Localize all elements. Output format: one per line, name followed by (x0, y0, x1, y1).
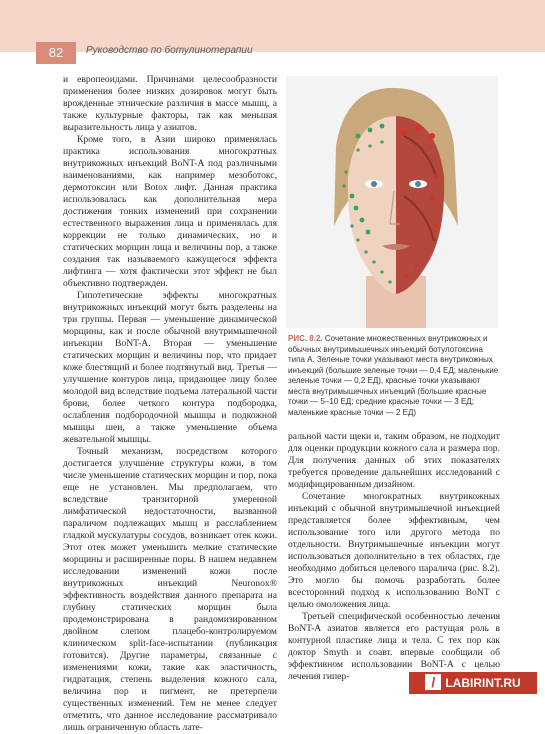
red-dot (414, 264, 417, 267)
red-dot (434, 224, 437, 227)
page-header (0, 0, 545, 52)
figure-caption (288, 334, 500, 418)
paragraph: и европеоидами. Причинами целесообразности применения более низких дозировок могут быть врожденные этнические различия в массе мышц, а также культурные факторы, так как меньшая выразительность лица у азиатов. (63, 74, 277, 133)
slash-logo-icon: / (425, 674, 441, 690)
paragraph: Гипотетические эффекты многократных внутрикожных инъекций могут быть разделены на три группы. Первая — уменьшение динамической морщины, как и после обычной внутримышечной инъекции BoNT-A. Вторая — уменьшение статических морщин и величины пор, что придает коже блестящий и более подтянутый вид. Третья — улучшение контуров лица, придающее лицу более молодой вид вследствие подъема латеральной части брови, более четкого контура подбородка, ослабления подбородочной мышцы и подкожной мышцы шеи, а также уменьшение объема жевательной мышцы. (63, 290, 277, 445)
red-dot (404, 274, 407, 277)
green-dot (366, 230, 371, 235)
face-illustration (286, 76, 498, 328)
page-number: 82 (36, 42, 76, 64)
green-dot (356, 238, 359, 241)
paragraph: ральной части щеки и, таким образом, не подходит для оценки продукции кожного сала и размера пор. Для получения данных об этих показателях требуется проведение дальнейших исследований с модифицированным дизайном. (288, 431, 500, 490)
green-dot (364, 250, 367, 253)
green-dot (342, 184, 345, 187)
green-dot (380, 140, 383, 143)
red-dot (429, 133, 435, 139)
paragraph: Кроме того, в Азии широко применялась практика использования многократных внутрикожных инъекций BoNT-A под различными наименованиями, как например мезоботокс, дермотоксин или Botox лифт. Данная практика использовалась как дополнительная мера достижения тонких изменений при сохранении естественного выражения лица и применялась для коррекции не только динамических, но и статических морщин лица и величины пор, а также создания так называемого кажущегося эффекта лифтинга — хотя фактически этот эффект не был объективно подтвержден. (63, 134, 277, 289)
paragraph: Третьей специфической особенностью лечения BoNT-A азиатов является его растущая роль в контурной пластике лица и тела. С тех пор как доктор Smyth и соавт. впервые сообщили об эффективном использовании BoNT-A с целью лечения гипер- (288, 611, 500, 682)
running-title: Руководство по ботулинотерапии (86, 45, 253, 56)
red-dot (434, 174, 438, 178)
green-dot (368, 128, 373, 133)
red-dot (401, 129, 407, 135)
watermark (409, 672, 537, 694)
green-dot (344, 170, 347, 173)
green-dot (380, 270, 383, 273)
face-injection-figure (286, 76, 498, 328)
paragraph: Точный механизм, посредством которого достигается улучшение структуры кожи, в том числе уменьшение статических морщин и пор, пока еще не установлен. Мы предполагаем, что вследствие транзиторной умеренной лимфатической недостаточности, вызванной параличом подлежащих мышц и расслаблением гладкой мускулатуры сосудов, возникает отек кожи. Этот отек может уменьшить мелкие статические морщины и расширенные поры. В нашем недавнем исследовании изменений кожи после внутрикожных инъекций Neuronox® эффективность воздействия данного препарата на глубину статических морщин была продемонстрирована в рандомизированном двойном слепом плацебо-контролируемом клиническом split-face-испытании (публикация готовится). Другие параметры, связанные с изменениями кожи, такие как эластичность, гидратация, степень выделения кожного сала, величина пор и пигмент, не претерпели существенных изменений. Тем не менее следует отметить, что данное исследование рассматривало лишь ограниченную область лате- (63, 446, 277, 733)
green-dot (380, 124, 385, 129)
green-dot (350, 194, 355, 199)
red-dot (430, 196, 434, 200)
green-dot (356, 148, 359, 151)
red-dot (415, 125, 421, 131)
right-column (288, 431, 500, 683)
green-dot (388, 280, 391, 283)
green-dot (372, 260, 375, 263)
figure-caption-text: Сочетание множественных внутрикожных и обычных внутримышечных инъекций ботулотоксина типа А. Зеленые точки указывают места внутрикожных инъекций (большие зеленые точки — 0,4 ЕД; маленькие зеленые точки — 0,2 ЕД), красные точки указывают места внутримышечных инъекций (большие красные точки — 5–10 ЕД; средние красные точки — 3 ЕД; маленькие красные точки — 2 ЕД) (288, 334, 499, 417)
green-dot (354, 206, 359, 211)
left-column (63, 74, 277, 734)
green-dot (356, 134, 361, 139)
green-dot (350, 224, 353, 227)
green-dot (360, 218, 365, 223)
figure-label: РИС. 8.2. (288, 334, 323, 343)
green-dot (368, 144, 371, 147)
paragraph: Сочетание многократных внутрикожных инъекций с обычной внутримышечной инъекцией представляется более эффективным, чем использование того или другого метода по отдельности. Внутримышечные инъекции могут использоваться дополнительно в тех областях, где необходимо добиться целевого паралича (рис. 8.2). Это могло бы помочь разработать более всесторонний подход к использованию BoNT с целью омоложения лица. (288, 491, 500, 610)
watermark-text: LABIRINT.RU (445, 676, 521, 690)
